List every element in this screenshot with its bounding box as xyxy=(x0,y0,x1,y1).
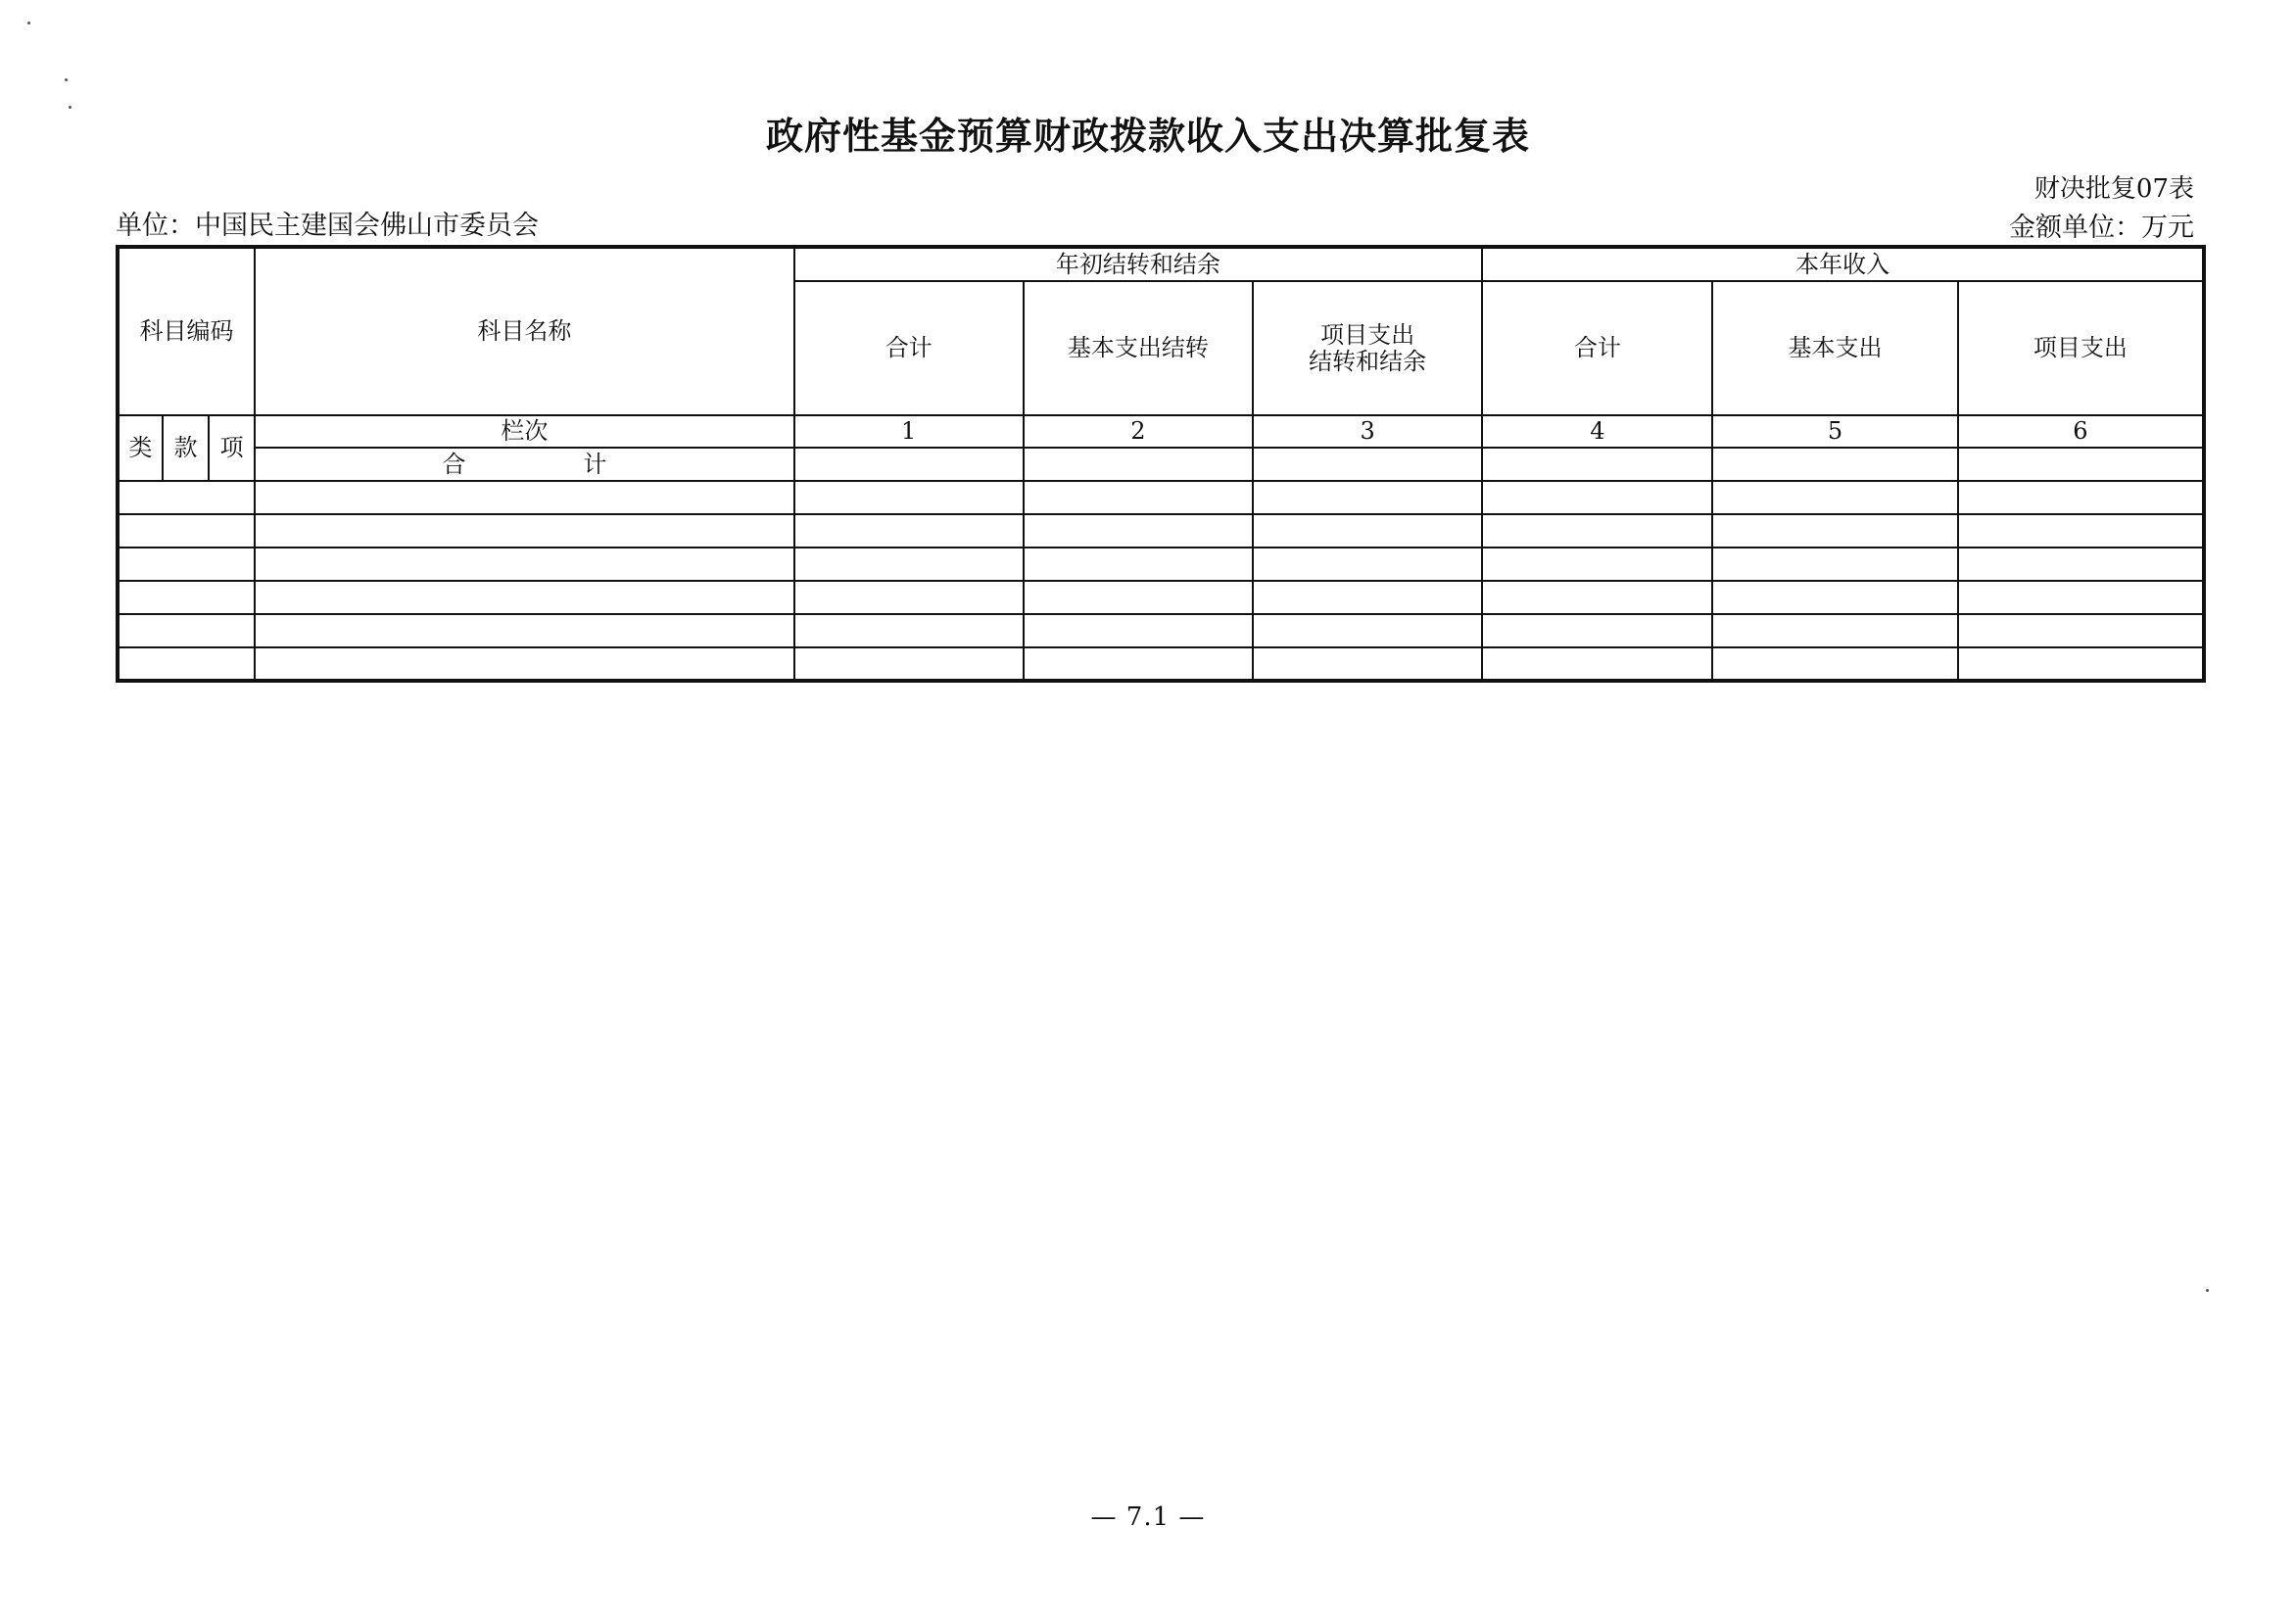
table-cell xyxy=(1024,647,1253,681)
total-label-b: 计 xyxy=(583,450,607,478)
scan-speck xyxy=(27,22,30,24)
table-cell xyxy=(1024,514,1253,548)
table-cell xyxy=(255,514,794,548)
col-header-income-total: 合计 xyxy=(1482,281,1712,415)
table-cell xyxy=(118,481,255,514)
table-cell xyxy=(794,581,1024,614)
table-cell xyxy=(1253,481,1482,514)
lanci-label: 栏次 xyxy=(255,415,794,448)
table-cell xyxy=(1712,647,1957,681)
table-cell xyxy=(1482,614,1712,647)
total-label-a: 合 xyxy=(442,450,466,478)
table-row xyxy=(118,614,2204,647)
table-cell xyxy=(1958,581,2204,614)
table-cell xyxy=(794,481,1024,514)
group-header-carryover: 年初结转和结余 xyxy=(794,247,1483,281)
table-cell xyxy=(118,581,255,614)
table-cell xyxy=(1712,614,1957,647)
col-num-6: 6 xyxy=(1958,415,2204,448)
code-sub-lei: 类 xyxy=(118,415,163,481)
table-cell xyxy=(255,481,794,514)
table-cell xyxy=(255,581,794,614)
page-number: — 7.1 — xyxy=(1090,1502,1206,1532)
col-num-1: 1 xyxy=(794,415,1024,448)
document-title: 政府性基金预算财政拨款收入支出决算批复表 xyxy=(765,115,1530,158)
table-cell xyxy=(1482,481,1712,514)
col-header-basic-carryover: 基本支出结转 xyxy=(1024,281,1253,415)
table-cell xyxy=(1482,581,1712,614)
col-num-3: 3 xyxy=(1253,415,1482,448)
table-cell xyxy=(1253,448,1482,481)
table-cell xyxy=(1024,581,1253,614)
table-cell xyxy=(1958,548,2204,581)
table-cell xyxy=(1958,481,2204,514)
table-cell xyxy=(1712,481,1957,514)
scan-speck xyxy=(65,78,68,81)
table-cell xyxy=(1482,514,1712,548)
total-row-label xyxy=(255,448,794,481)
code-sub-xiang: 项 xyxy=(209,415,255,481)
project-carryover-line1: 项目支出 xyxy=(1320,321,1415,350)
table-row xyxy=(118,481,2204,514)
unit-name: 单位：中国民主建国会佛山市委员会 xyxy=(116,211,539,241)
table-cell xyxy=(1253,514,1482,548)
scan-speck xyxy=(69,106,72,109)
table-cell xyxy=(1253,614,1482,647)
table-cell xyxy=(1712,448,1957,481)
table-cell xyxy=(118,514,255,548)
table-cell xyxy=(118,614,255,647)
col-header-project-carryover xyxy=(1253,281,1482,415)
col-header-basic-expense: 基本支出 xyxy=(1712,281,1957,415)
scan-speck xyxy=(2206,1289,2209,1292)
code-header: 科目编码 xyxy=(118,247,255,415)
col-num-4: 4 xyxy=(1482,415,1712,448)
table-cell xyxy=(1958,514,2204,548)
col-header-carryover-total: 合计 xyxy=(794,281,1024,415)
project-carryover-line2: 结转和结余 xyxy=(1309,347,1427,375)
table-cell xyxy=(794,448,1024,481)
table-row xyxy=(118,647,2204,681)
table-cell xyxy=(1482,448,1712,481)
table-cell xyxy=(1024,481,1253,514)
table-cell xyxy=(1482,647,1712,681)
table-row xyxy=(118,548,2204,581)
table-cell xyxy=(794,514,1024,548)
col-num-5: 5 xyxy=(1712,415,1957,448)
code-sub-kuan: 款 xyxy=(163,415,209,481)
table-cell xyxy=(1024,448,1253,481)
table-cell xyxy=(1712,581,1957,614)
table-cell xyxy=(794,614,1024,647)
table-cell xyxy=(118,647,255,681)
col-num-2: 2 xyxy=(1024,415,1253,448)
table-cell xyxy=(255,647,794,681)
table-cell xyxy=(1253,548,1482,581)
group-header-income: 本年收入 xyxy=(1482,247,2204,281)
table-cell xyxy=(1024,614,1253,647)
table-cell xyxy=(1958,448,2204,481)
table-cell xyxy=(794,647,1024,681)
table-cell xyxy=(255,548,794,581)
table-cell xyxy=(1482,548,1712,581)
table-cell xyxy=(118,548,255,581)
table-cell xyxy=(1253,647,1482,681)
name-header: 科目名称 xyxy=(255,247,794,415)
table-cell xyxy=(1712,514,1957,548)
table-cell xyxy=(255,614,794,647)
table-cell xyxy=(794,548,1024,581)
table-row xyxy=(118,514,2204,548)
form-number: 财决批复07表 xyxy=(2033,174,2194,204)
budget-table xyxy=(116,245,2206,683)
amount-unit: 金额单位：万元 xyxy=(2009,213,2194,243)
table-cell xyxy=(1958,647,2204,681)
table-cell xyxy=(1253,581,1482,614)
table-row xyxy=(118,581,2204,614)
col-header-project-expense: 项目支出 xyxy=(1958,281,2204,415)
table-cell xyxy=(1958,614,2204,647)
table-cell xyxy=(1712,548,1957,581)
table-cell xyxy=(1024,548,1253,581)
